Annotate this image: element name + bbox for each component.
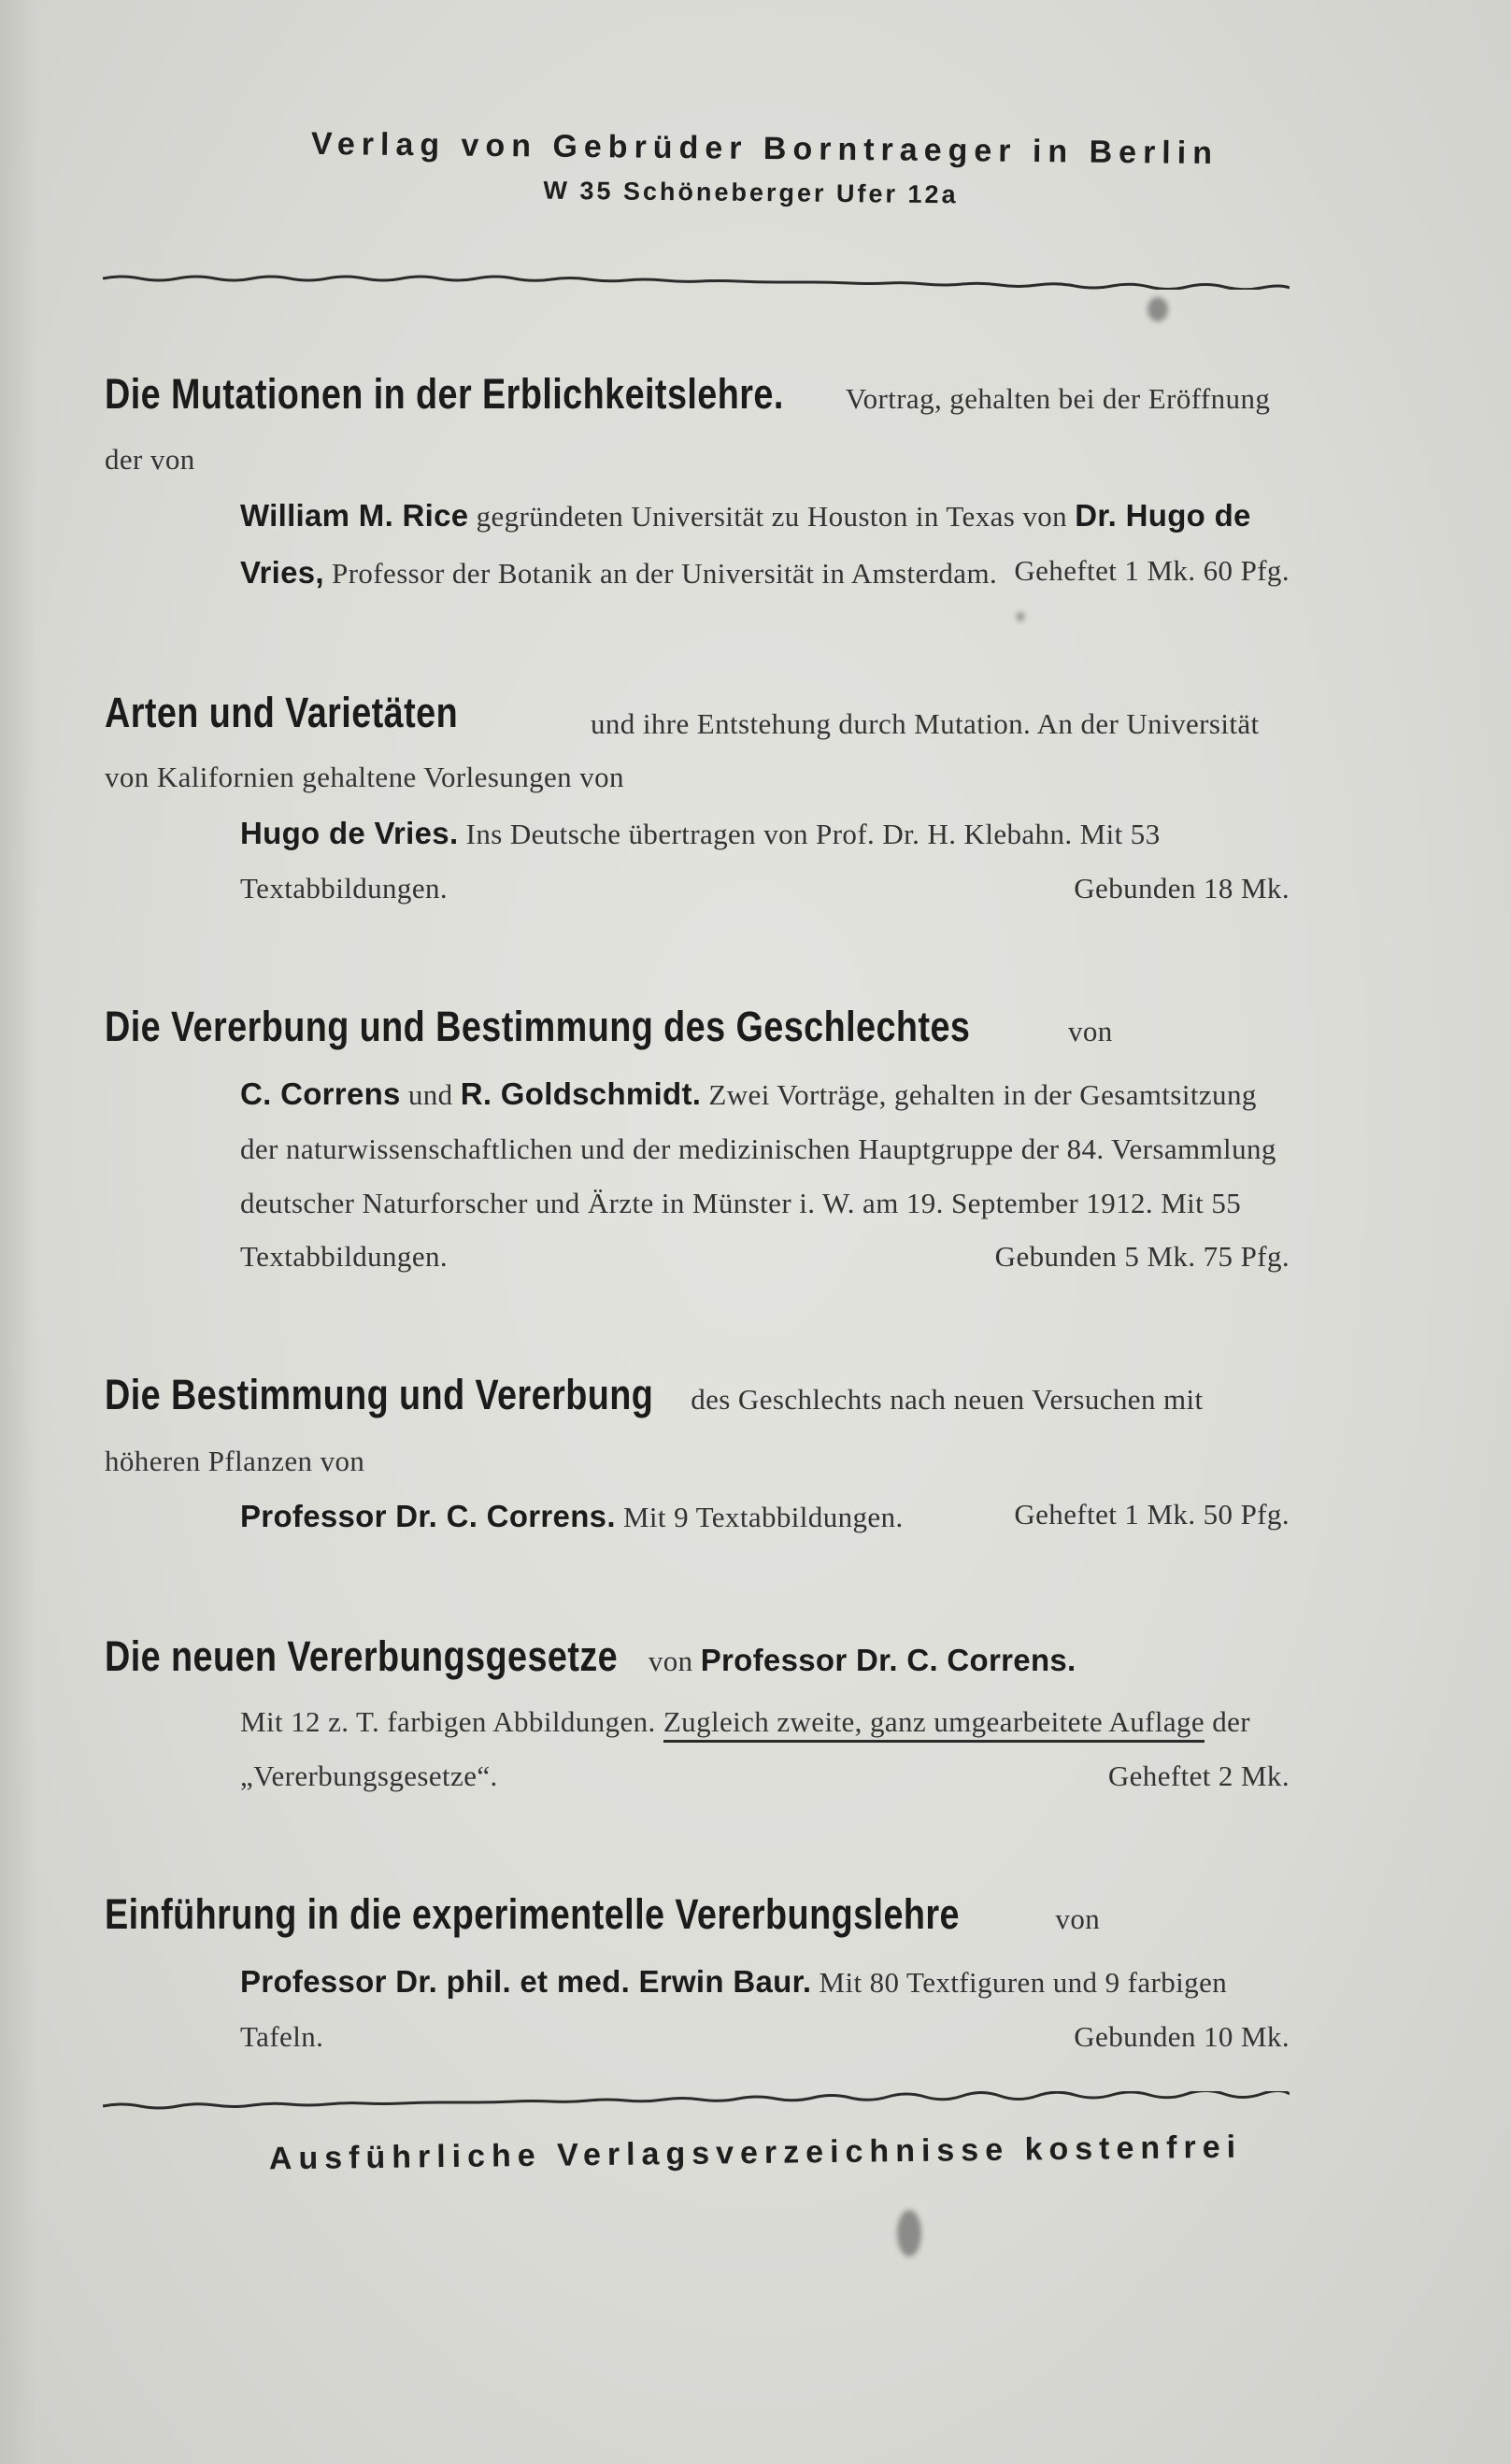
author-name: Dr. Hugo de Vries, — [240, 497, 1251, 590]
book-description: gegründeten Universität zu Houston in Texas von — [476, 499, 1076, 533]
author-name: William M. Rice — [240, 497, 469, 533]
book-entry — [105, 1617, 1290, 1802]
book-price: Geheftet 1 Mk. 60 Pfg. — [1014, 553, 1290, 587]
book-title: Die Mutationen in der Erblichkeitslehre. — [105, 370, 784, 418]
book-entry — [105, 1875, 1290, 2064]
book-price: Gebunden 18 Mk. — [1074, 871, 1290, 904]
book-description: Professor der Botanik an der Universität in Amsterdam. — [332, 556, 998, 590]
book-description: Zwei Vorträge, gehalten in der Gesamtsitzung der naturwissenschaftlichen und der medizinischen Hauptgruppe der 84. Versammlung deutscher Naturforscher und Ärzte in Münster i. W. am 19. September 1912. Mit 55 Textabbildungen. — [240, 1078, 1276, 1273]
book-price: Gebunden 10 Mk. — [1074, 2020, 1290, 2054]
author-name: Professor Dr. C. Correns. — [240, 1498, 616, 1533]
book-description: Mit 12 z. T. farbigen Abbildungen. — [240, 1705, 663, 1739]
top-wavy-rule — [103, 271, 1290, 290]
book-entry — [105, 674, 1290, 915]
author-name: Hugo de Vries. — [240, 815, 459, 850]
footer-note: Ausführliche Verlagsverzeichnisse kostenfrei — [268, 2129, 1243, 2177]
book-entry — [105, 988, 1290, 1283]
book-description: Vortrag, gehalten bei der Eröffnung der von — [105, 382, 1271, 477]
underlined-note: Zugleich zweite, ganz umgearbeitete Auflage — [663, 1705, 1205, 1743]
book-price: Geheftet 1 Mk. 50 Pfg. — [1014, 1497, 1290, 1531]
book-description: und — [407, 1078, 461, 1112]
book-price: Geheftet 2 Mk. — [1107, 1759, 1290, 1792]
ink-smudge — [1017, 612, 1024, 621]
book-title: Die Bestimmung und Vererbung — [105, 1371, 654, 1419]
book-listings — [105, 355, 1290, 2137]
publisher-header — [0, 125, 1511, 209]
author-name: C. Correns — [240, 1076, 401, 1112]
book-title: Die neuen Vererbungsgesetze — [105, 1631, 619, 1680]
book-description: Mit 80 Textfiguren und 9 farbigen Tafeln. — [240, 1966, 1228, 2054]
book-description: und ihre Entstehung durch Mutation. An der Universität von Kalifornien gehaltene Vorlesungen von — [105, 706, 1260, 794]
book-title: Einführung in die experimentelle Vererbungslehre — [105, 1889, 960, 1938]
publisher-address: W 35 Schöneberger Ufer 12a — [543, 176, 959, 209]
book-description: des Geschlechts nach neuen Versuchen mit höheren Pflanzen von — [105, 1383, 1204, 1477]
book-title: Die Vererbung und Bestimmung des Geschlechtes — [105, 1003, 971, 1051]
book-entry — [105, 1356, 1290, 1545]
book-description: Mit 9 Textabbildungen. — [622, 1500, 904, 1533]
ink-smudge — [897, 2210, 921, 2257]
page-edge-shadow — [0, 0, 37, 2464]
bottom-wavy-rule — [103, 2091, 1290, 2110]
book-entry — [105, 355, 1290, 601]
book-description: Ins Deutsche übertragen von Prof. Dr. H. Klebahn. Mit 53 Textabbildungen. — [240, 817, 1161, 904]
ink-smudge — [1148, 297, 1168, 321]
book-description: der „Vererbungsgesetze“. — [240, 1705, 1251, 1792]
author-name: R. Goldschmidt. — [460, 1076, 702, 1112]
book-description: von — [1067, 1015, 1113, 1048]
author-name: Professor Dr. C. Correns. — [700, 1642, 1076, 1677]
book-description: von — [648, 1644, 701, 1677]
book-price: Gebunden 5 Mk. 75 Pfg. — [994, 1240, 1290, 1273]
book-title: Arten und Varietäten — [105, 688, 459, 736]
book-description: von — [1055, 1901, 1101, 1935]
publisher-name: Verlag von Gebrüder Borntraeger in Berlin — [310, 125, 1219, 172]
author-name: Professor Dr. phil. et med. Erwin Baur. — [240, 1964, 812, 2000]
